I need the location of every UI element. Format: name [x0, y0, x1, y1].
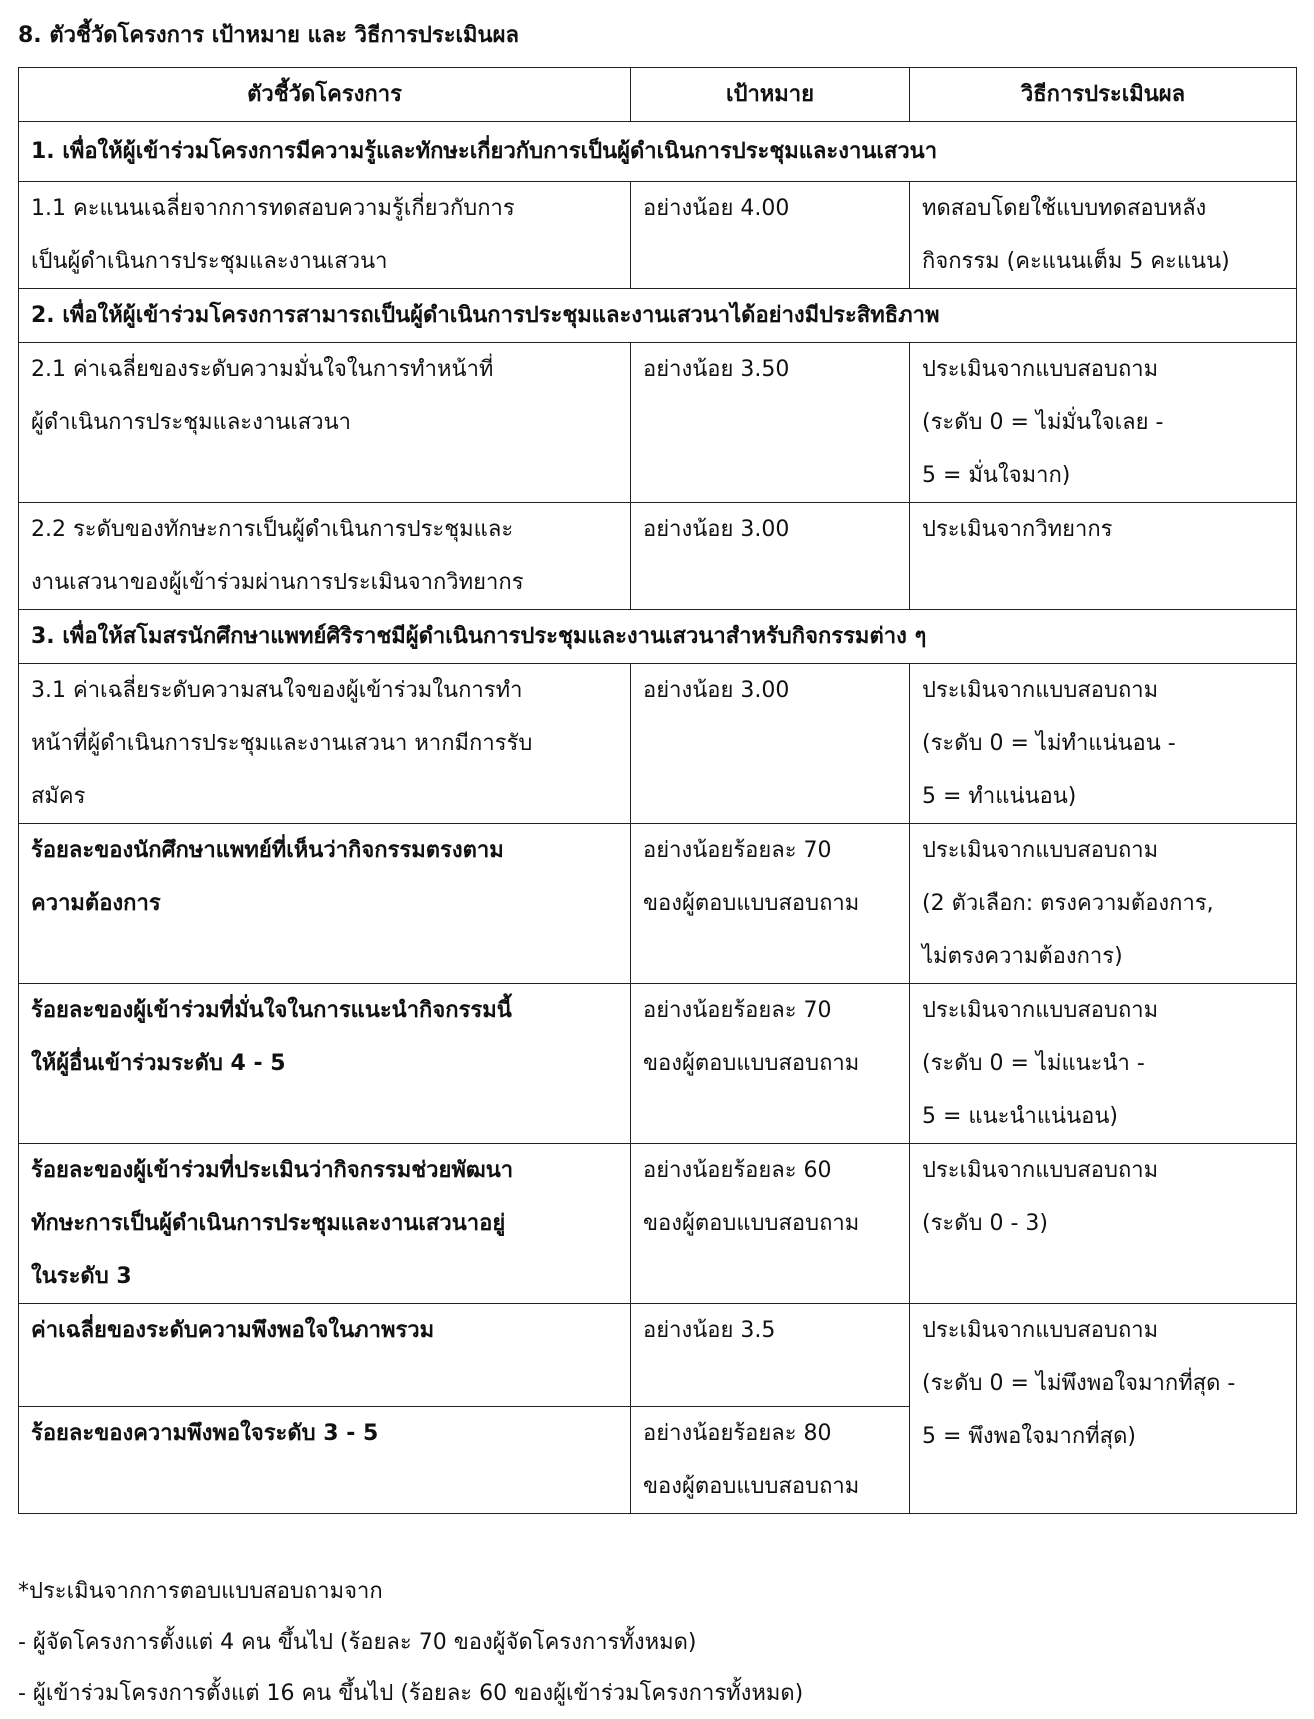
section-row-1	[19, 122, 1297, 182]
table-row	[19, 182, 1297, 289]
indicator-cell: 2.1 ค่าเฉลี่ยของระดับความมั่นใจในการทำหน้าที่ ผู้ดำเนินการประชุมและงานเสวนา	[19, 343, 631, 503]
indicator-cell: ค่าเฉลี่ยของระดับความพึงพอใจในภาพรวม	[19, 1304, 631, 1407]
section-heading: 2. เพื่อให้ผู้เข้าร่วมโครงการสามารถเป็นผู้ดำเนินการประชุมและงานเสวนาได้อย่างมีประสิทธิภาพ	[19, 289, 1297, 343]
method-cell: ประเมินจากแบบสอบถาม (ระดับ 0 - 3)	[910, 1144, 1297, 1304]
target-cell: อย่างน้อย 3.50	[631, 343, 910, 503]
section-heading: 1. เพื่อให้ผู้เข้าร่วมโครงการมีความรู้และทักษะเกี่ยวกับการเป็นผู้ดำเนินการประชุมและงานเสวนา	[19, 122, 1297, 182]
target-cell: อย่างน้อย 3.00	[631, 664, 910, 824]
section-row-2	[19, 289, 1297, 343]
target-cell: อย่างน้อยร้อยละ 80 ของผู้ตอบแบบสอบถาม	[631, 1407, 910, 1514]
target-cell: อย่างน้อย 3.00	[631, 503, 910, 610]
footnote-line: - ผู้จัดโครงการตั้งแต่ 4 คน ขึ้นไป (ร้อยละ 70 ของผู้จัดโครงการทั้งหมด)	[18, 1630, 697, 1655]
indicator-cell: ร้อยละของผู้เข้าร่วมที่มั่นใจในการแนะนำกิจกรรมนี้ ให้ผู้อื่นเข้าร่วมระดับ 4 - 5	[19, 984, 631, 1144]
section-title: 8. ตัวชี้วัดโครงการ เป้าหมาย และ วิธีการประเมินผล	[18, 23, 519, 48]
method-cell: ประเมินจากวิทยากร	[910, 503, 1297, 610]
table-row	[19, 1304, 1297, 1407]
table-row	[19, 664, 1297, 824]
header-method: วิธีการประเมินผล	[910, 68, 1297, 122]
target-cell: อย่างน้อยร้อยละ 70 ของผู้ตอบแบบสอบถาม	[631, 824, 910, 984]
indicator-cell: 3.1 ค่าเฉลี่ยระดับความสนใจของผู้เข้าร่วมในการทำ หน้าที่ผู้ดำเนินการประชุมและงานเสวนา หากมีการรับ สมัคร	[19, 664, 631, 824]
method-cell: ประเมินจากแบบสอบถาม (ระดับ 0 = ไม่ทำแน่นอน - 5 = ทำแน่นอน)	[910, 664, 1297, 824]
indicator-cell: ร้อยละของผู้เข้าร่วมที่ประเมินว่ากิจกรรมช่วยพัฒนา ทักษะการเป็นผู้ดำเนินการประชุมและงานเสวนาอยู่ ในระดับ 3	[19, 1144, 631, 1304]
table-row	[19, 503, 1297, 610]
header-target: เป้าหมาย	[631, 68, 910, 122]
indicator-cell: 1.1 คะแนนเฉลี่ยจากการทดสอบความรู้เกี่ยวกับการ เป็นผู้ดำเนินการประชุมและงานเสวนา	[19, 182, 631, 289]
target-cell: อย่างน้อยร้อยละ 60 ของผู้ตอบแบบสอบถาม	[631, 1144, 910, 1304]
footnote	[18, 1566, 803, 1719]
method-cell: ประเมินจากแบบสอบถาม (2 ตัวเลือก: ตรงความต้องการ, ไม่ตรงความต้องการ)	[910, 824, 1297, 984]
table-header-row	[19, 68, 1297, 122]
method-cell: ประเมินจากแบบสอบถาม (ระดับ 0 = ไม่มั่นใจเลย - 5 = มั่นใจมาก)	[910, 343, 1297, 503]
indicator-cell: 2.2 ระดับของทักษะการเป็นผู้ดำเนินการประชุมและ งานเสวนาของผู้เข้าร่วมผ่านการประเมินจากวิทยากร	[19, 503, 631, 610]
table-row	[19, 1144, 1297, 1304]
table-row	[19, 343, 1297, 503]
section-row-3	[19, 610, 1297, 664]
table-row	[19, 984, 1297, 1144]
method-cell: ทดสอบโดยใช้แบบทดสอบหลัง กิจกรรม (คะแนนเต็ม 5 คะแนน)	[910, 182, 1297, 289]
method-cell: ประเมินจากแบบสอบถาม (ระดับ 0 = ไม่พึงพอใจมากที่สุด - 5 = พึงพอใจมากที่สุด)	[910, 1304, 1297, 1514]
indicator-cell: ร้อยละของนักศึกษาแพทย์ที่เห็นว่ากิจกรรมตรงตาม ความต้องการ	[19, 824, 631, 984]
target-cell: อย่างน้อยร้อยละ 70 ของผู้ตอบแบบสอบถาม	[631, 984, 910, 1144]
target-cell: อย่างน้อย 3.5	[631, 1304, 910, 1407]
footnote-line: - ผู้เข้าร่วมโครงการตั้งแต่ 16 คน ขึ้นไป (ร้อยละ 60 ของผู้เข้าร่วมโครงการทั้งหมด)	[18, 1681, 804, 1706]
indicator-table	[18, 67, 1297, 1514]
target-cell: อย่างน้อย 4.00	[631, 182, 910, 289]
method-cell: ประเมินจากแบบสอบถาม (ระดับ 0 = ไม่แนะนำ - 5 = แนะนำแน่นอน)	[910, 984, 1297, 1144]
indicator-cell: ร้อยละของความพึงพอใจระดับ 3 - 5	[19, 1407, 631, 1514]
footnote-line: *ประเมินจากการตอบแบบสอบถามจาก	[18, 1579, 383, 1604]
header-indicator: ตัวชี้วัดโครงการ	[19, 68, 631, 122]
section-heading: 3. เพื่อให้สโมสรนักศึกษาแพทย์ศิริราชมีผู้ดำเนินการประชุมและงานเสวนาสำหรับกิจกรรมต่าง ๆ	[19, 610, 1297, 664]
table-row	[19, 824, 1297, 984]
